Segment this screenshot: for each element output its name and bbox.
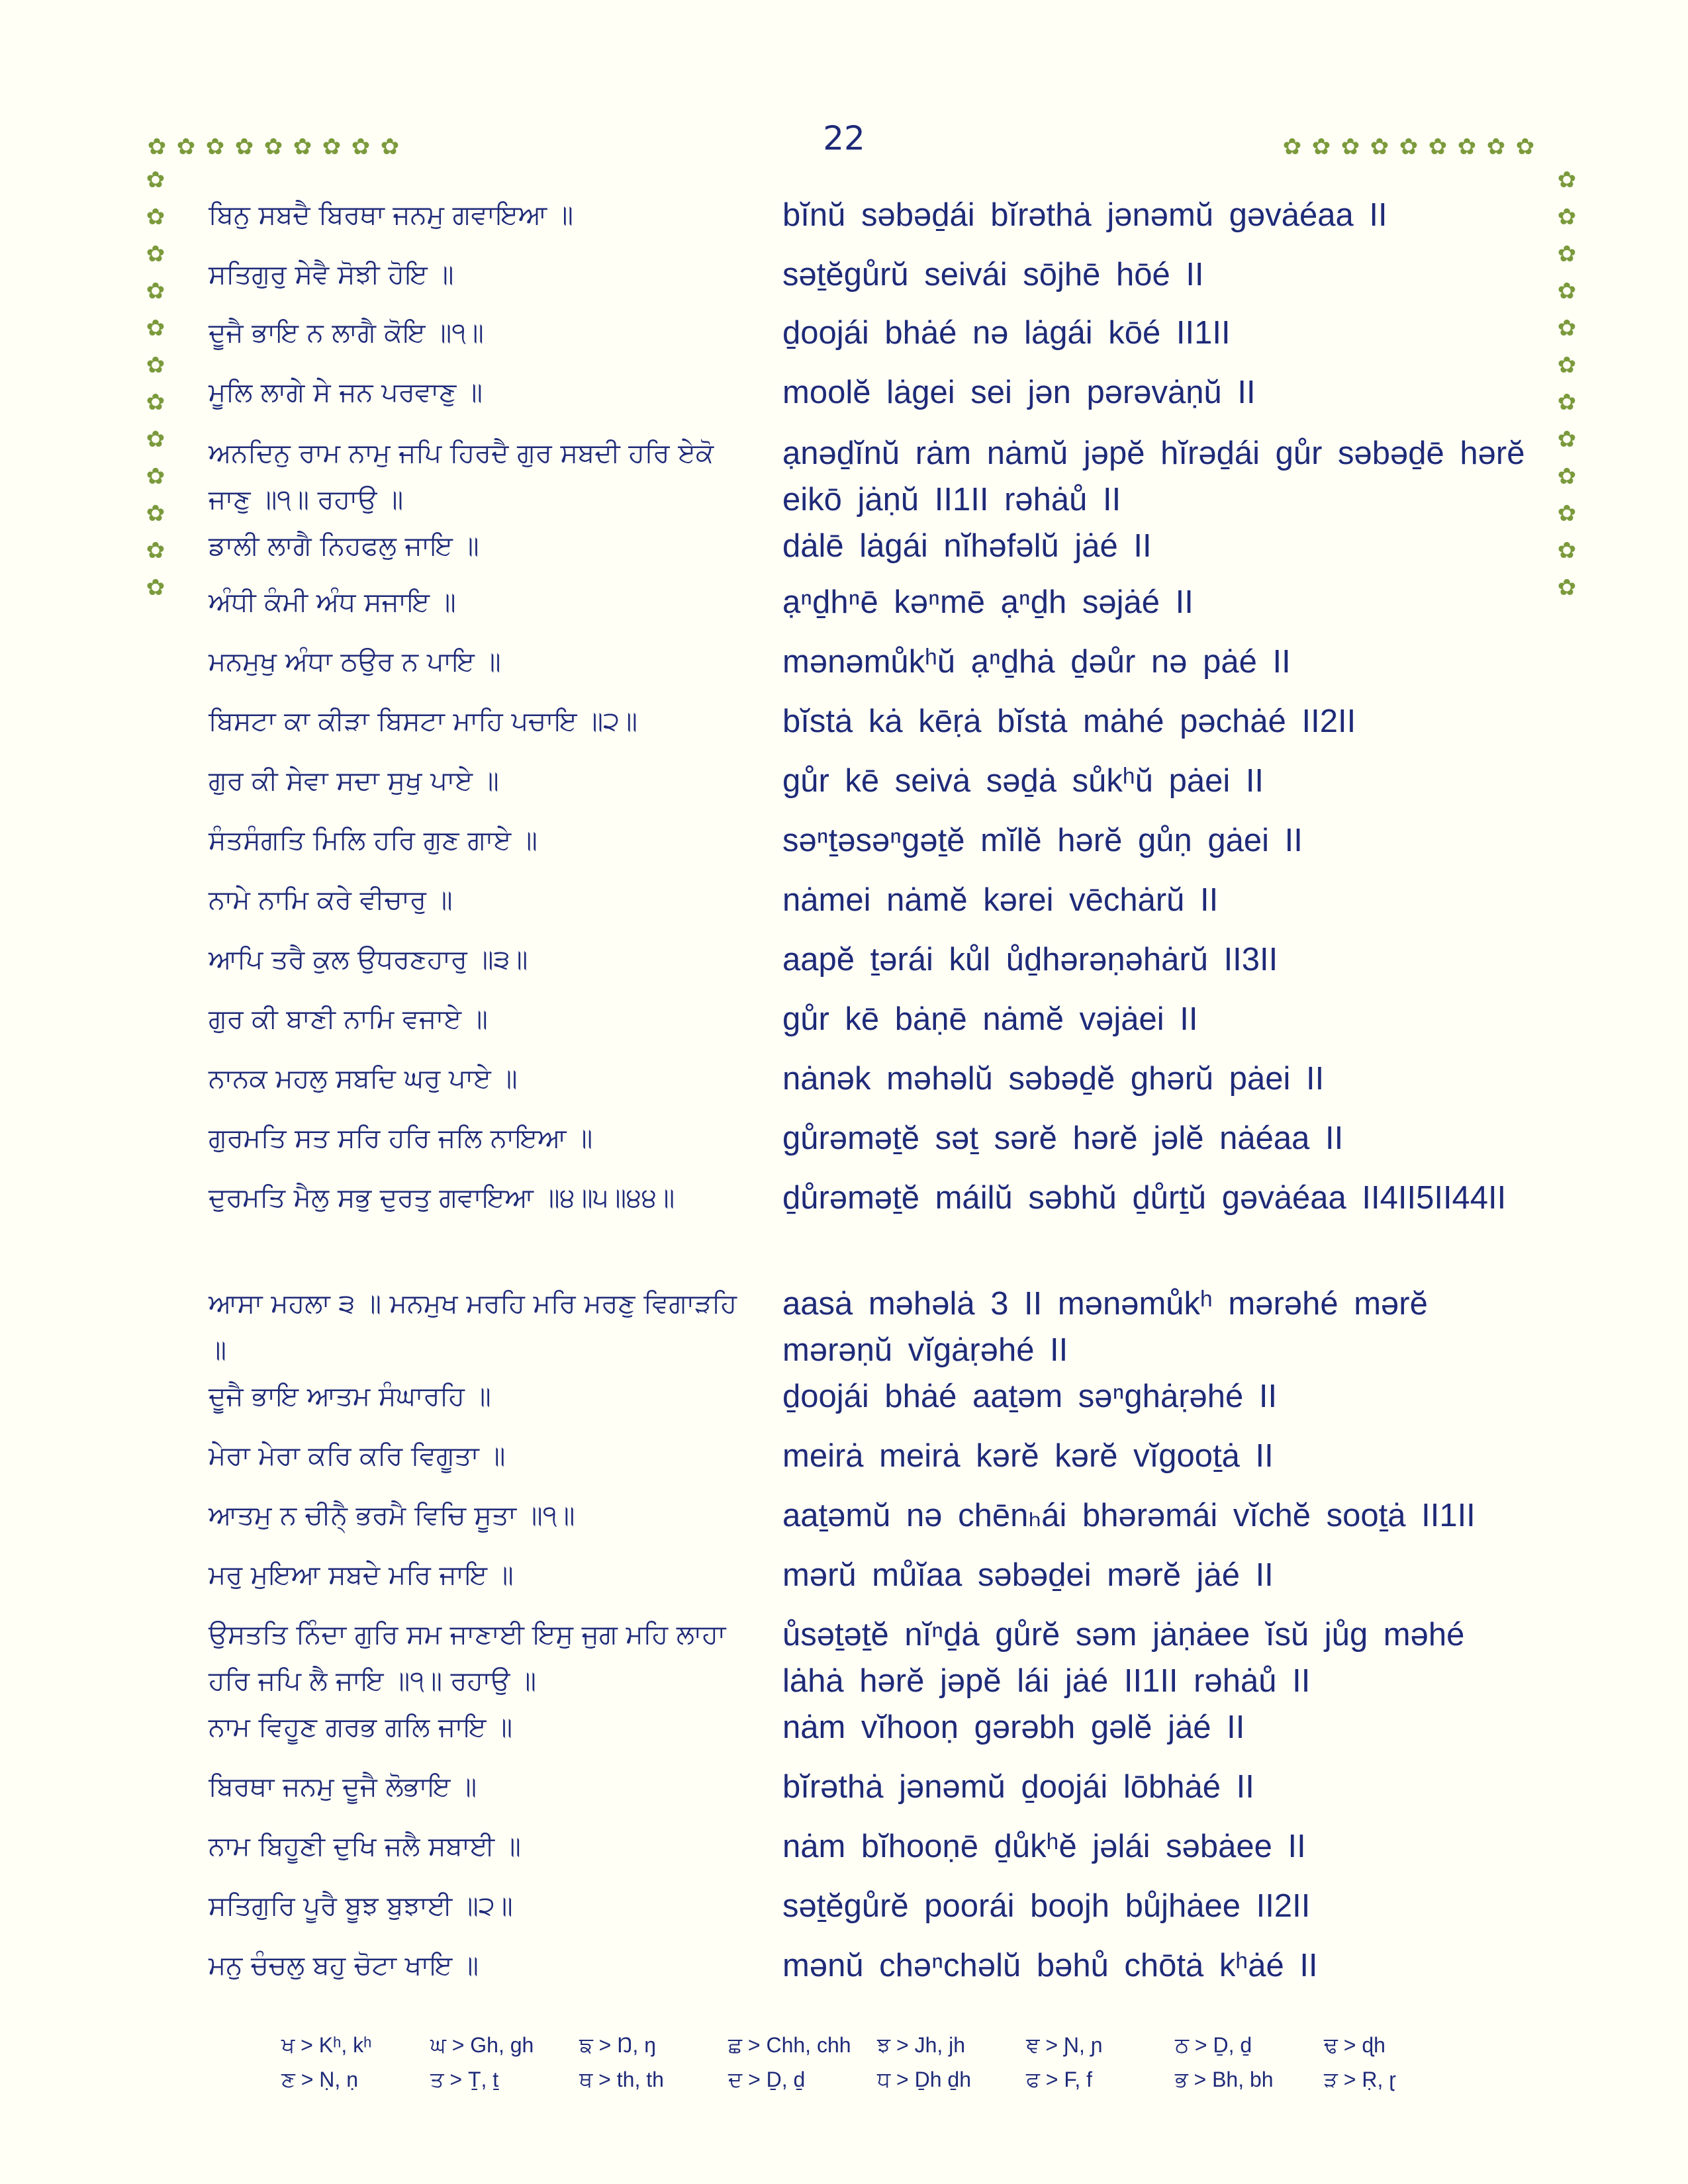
verse-row — [0, 1883, 1688, 1929]
gurmukhi-line: ਅਨਦਿਨੁ ਰਾਮ ਨਾਮੁ ਜਪਿ ਹਿਰਦੈ ਗੁਰ ਸਬਦੀ ਹਰਿ ਏਕੋ ਜਾਣੁ ॥੧॥ ਰਹਾਉ ॥ — [209, 438, 714, 515]
transliteration-line: gůr kē bȧṇē nȧmĕ vǝjȧei II — [782, 1001, 1198, 1037]
flower-icon: ✿ — [146, 315, 165, 341]
legend-item: ਘ > Gh, gh — [430, 2033, 534, 2057]
flower-icon: ✿ — [1557, 500, 1577, 527]
flower-icon: ✿ — [1428, 134, 1448, 160]
gurmukhi-line: ਮਨਮੁਖੁ ਅੰਧਾ ਠਉਰ ਨ ਪਾਇ ॥ — [209, 647, 501, 677]
flower-icon: ✿ — [293, 134, 312, 160]
transliteration-line: mǝnǝmůkʰŭ ạⁿḏhȧ ḏǝůr nǝ pȧé II — [782, 644, 1291, 680]
verse-row — [0, 1764, 1688, 1810]
verse-row — [0, 639, 1688, 685]
verse-row — [0, 1373, 1688, 1420]
gurmukhi-line: ਗੁਰ ਕੀ ਬਾਣੀ ਨਾਮਿ ਵਜਾਏ ॥ — [209, 1004, 488, 1034]
transliteration-line: aapĕ ṯǝrái kůl ůḏhǝrǝṇǝhȧrŭ II3II — [782, 942, 1278, 978]
verse-row — [0, 1492, 1688, 1539]
transliteration-line: aasȧ mǝhǝlȧ 3 II mǝnǝmůkʰ mǝrǝhé mǝrĕ mǝrǝṇŭ vĭgȧṛǝhé II — [782, 1286, 1428, 1368]
legend-item: ਝ > Jh, jh — [877, 2033, 966, 2057]
gurmukhi-line: ਨਾਮੇ ਨਾਮਿ ਕਰੇ ਵੀਚਾਰੁ ॥ — [209, 885, 453, 915]
flower-icon: ✿ — [146, 241, 165, 267]
gurmukhi-line: ਦੂਜੈ ਭਾਇ ਨ ਲਾਗੈ ਕੋਇ ॥੧॥ — [209, 318, 484, 348]
transliteration-line: nȧmei nȧmĕ kǝrei vēchȧrŭ II — [782, 882, 1219, 918]
gurmukhi-line: ਦੂਜੈ ਭਾਇ ਆਤਮ ਸੰਘਾਰਹਿ ॥ — [209, 1381, 491, 1412]
verse-row — [0, 1823, 1688, 1870]
flower-icon: ✿ — [1557, 241, 1577, 267]
gurmukhi-line: ਨਾਮ ਵਿਹੂਣ ਗਰਭ ਗਲਿ ਜਾਇ ॥ — [209, 1712, 513, 1743]
gurmukhi-line: ਬਿਰਥਾ ਜਨਮੁ ਦੂਜੈ ਲੋਭਾਇ ॥ — [209, 1772, 477, 1802]
verse-row — [0, 1942, 1688, 1989]
verse-row — [0, 758, 1688, 804]
flower-icon: ✿ — [322, 134, 342, 160]
transliteration-line: moolĕ lȧgei sei jǝn pǝrǝvȧṇŭ II — [782, 375, 1256, 410]
gurmukhi-line: ਆਪਿ ਤਰੈ ਕੁਲ ਉਧਰਣਹਾਰੁ ॥੩॥ — [209, 944, 528, 975]
flower-icon: ✿ — [147, 134, 167, 160]
verse-row — [0, 996, 1688, 1042]
gurmukhi-line: ਦੁਰਮਤਿ ਮੈਲੁ ਸਭੁ ਦੁਰਤੁ ਗਵਾਇਆ ॥੪॥੫॥੪੪॥ — [209, 1183, 675, 1213]
transliteration-line: sǝⁿṯǝsǝⁿgǝṯĕ mĭlĕ hǝrĕ gůṇ gȧei II — [782, 823, 1303, 858]
legend-item: ਫ > F, f — [1026, 2068, 1093, 2091]
verse-row — [0, 698, 1688, 745]
verse-row — [0, 817, 1688, 864]
transliteration-line: mǝnŭ chǝⁿchǝlŭ bǝhů chōtȧ kʰȧé II — [782, 1948, 1318, 1983]
flower-icon: ✿ — [263, 134, 283, 160]
flower-icon: ✿ — [146, 500, 165, 527]
flower-icon: ✿ — [1557, 574, 1577, 601]
flower-icon: ✿ — [1486, 134, 1506, 160]
verse-row — [0, 1433, 1688, 1479]
flower-icon: ✿ — [1557, 204, 1577, 230]
flower-icon: ✿ — [1311, 134, 1331, 160]
transliteration-line: sǝṯĕgůrĕ poorái boojh bůjhȧee II2II — [782, 1888, 1311, 1924]
gurmukhi-line: ਨਾਮ ਬਿਹੂਣੀ ਦੁਖਿ ਜਲੈ ਸਬਾਈ ॥ — [209, 1831, 521, 1862]
flower-icon: ✿ — [205, 134, 225, 160]
gurmukhi-line: ਮੇਰਾ ਮੇਰਾ ਕਰਿ ਕਰਿ ਵਿਗੂਤਾ ॥ — [209, 1441, 506, 1471]
verse-row — [0, 877, 1688, 923]
flower-icon: ✿ — [1557, 278, 1577, 304]
legend-item: ਛ > Chh, chh — [728, 2033, 851, 2057]
flower-icon: ✿ — [1340, 134, 1360, 160]
flower-icon: ✿ — [380, 134, 400, 160]
flower-icon: ✿ — [1370, 134, 1389, 160]
flower-icon: ✿ — [146, 278, 165, 304]
transliteration-line: ůsǝṯǝṯĕ nĭⁿḏȧ gůrĕ sǝm jȧṇȧee ĭsŭ jůg mǝhé lȧhȧ hǝrĕ jǝpĕ lái jȧé II1II rǝhȧů II — [782, 1617, 1465, 1699]
flower-icon: ✿ — [146, 426, 165, 453]
gurmukhi-line: ਬਿਸਟਾ ਕਾ ਕੀੜਾ ਬਿਸਟਾ ਮਾਹਿ ਪਚਾਇ ॥੨॥ — [209, 706, 637, 737]
gurmukhi-line: ਮਰੁ ਮੁਇਆ ਸਬਦੇ ਮਰਿ ਜਾਇ ॥ — [209, 1560, 514, 1590]
gurmukhi-line: ਮਨੁ ਚੰਚਲੁ ਬਹੁ ਚੋਟਾ ਖਾਇ ॥ — [209, 1950, 479, 1981]
transliteration-line: dȧlē lȧgái nĭhǝfǝlŭ jȧé II — [782, 528, 1152, 564]
legend-item: ਣ > Ṇ, ṇ — [281, 2068, 358, 2091]
flower-icon: ✿ — [1399, 134, 1419, 160]
transliteration-line: bĭrǝthȧ jǝnǝmŭ ḏoojái lōbhȧé II — [782, 1769, 1254, 1805]
gurmukhi-line: ਆਸਾ ਮਹਲਾ ੩ ॥ ਮਨਮੁਖ ਮਰਹਿ ਮਰਿ ਮਰਣੁ ਵਿਗਾੜਹਿ ॥ — [209, 1289, 737, 1365]
verse-row — [0, 936, 1688, 983]
flower-icon: ✿ — [176, 134, 196, 160]
legend-item: ਥ > th, th — [579, 2068, 664, 2091]
verse-row — [0, 579, 1688, 625]
verse-row — [0, 523, 1688, 569]
transliteration-line: mǝrŭ můĭaa sǝbǝḏei mǝrĕ jȧé II — [782, 1557, 1274, 1593]
flower-icon: ✿ — [351, 134, 371, 160]
legend-item: ਭ > Bh, bh — [1175, 2068, 1274, 2091]
legend-item: ਞ > Ɲ, ɲ — [1026, 2033, 1103, 2057]
gurmukhi-line: ਆਤਮੁ ਨ ਚੀਨੈ੍ ਭਰਮੈ ਵਿਚਿ ਸੂਤਾ ॥੧॥ — [209, 1500, 575, 1531]
gurmukhi-line: ਸਤਿਗੁਰੁ ਸੇਵੈ ਸੋਝੀ ਹੋਇ ॥ — [209, 259, 454, 290]
legend-row — [281, 2068, 1473, 2102]
transliteration-legend — [281, 2033, 1473, 2102]
verse-row — [0, 1056, 1688, 1102]
legend-item: ਖ > Kʰ, kʰ — [281, 2033, 372, 2057]
transliteration-line: nȧm bĭhooṇē ḏůkʰĕ jǝlái sǝbȧee II — [782, 1829, 1306, 1864]
transliteration-line: gůrǝmǝṯĕ sǝṯ sǝrĕ hǝrĕ jǝlĕ nȧéaa II — [782, 1120, 1344, 1156]
flower-icon: ✿ — [1557, 352, 1577, 379]
legend-row — [281, 2033, 1473, 2068]
flower-icon: ✿ — [1457, 134, 1477, 160]
verse-row — [0, 1281, 1688, 1373]
verse-row — [0, 1115, 1688, 1161]
verse-row — [0, 192, 1688, 238]
transliteration-line: ạⁿḏhⁿē kǝⁿmē ạⁿḏh sǝjȧé II — [782, 584, 1194, 620]
transliteration-line: bĭstȧ kȧ kēṛȧ bĭstȧ mȧhé pǝchȧé II2II — [782, 704, 1356, 739]
verse-row — [0, 1175, 1688, 1267]
gurmukhi-line: ਅੰਧੀ ਕੰਮੀ ਅੰਧ ਸਜਾਇ ॥ — [209, 587, 456, 617]
flower-icon: ✿ — [146, 537, 165, 564]
verse-row — [0, 369, 1688, 416]
flower-icon: ✿ — [1515, 134, 1535, 160]
transliteration-line: bĭnŭ sǝbǝḏái bĭrǝthȧ jǝnǝmŭ gǝvȧéaa II — [782, 197, 1387, 233]
transliteration-line: nȧnǝk mǝhǝlŭ sǝbǝḏĕ ghǝrŭ pȧei II — [782, 1061, 1325, 1097]
top-left-ornament-border — [146, 136, 401, 158]
flower-icon: ✿ — [1282, 134, 1302, 160]
legend-item: ਦ > Ḏ, ḏ — [728, 2068, 806, 2091]
legend-item: ਧ > Ḏh ḏh — [877, 2068, 972, 2091]
gurmukhi-line: ਸਤਿਗੁਰਿ ਪੂਰੈ ਬੂਝ ਬੁਝਾਈ ॥੨॥ — [209, 1891, 513, 1921]
transliteration-line: ḏoojái bhȧé nǝ lȧgái kōé II1II — [782, 315, 1231, 351]
verse-row — [0, 1552, 1688, 1598]
gurmukhi-line: ਬਿਨੁ ਸਬਦੈ ਬਿਰਥਾ ਜਨਮੁ ਗਵਾਇਆ ॥ — [209, 200, 573, 230]
flower-icon: ✿ — [1557, 426, 1577, 453]
gurmukhi-line: ਸੰਤਸੰਗਤਿ ਮਿਲਿ ਹਰਿ ਗੁਣ ਗਾਏ ॥ — [209, 825, 538, 856]
transliteration-line: meirȧ meirȧ kǝrĕ kǝrĕ vĭgooṯȧ II — [782, 1438, 1274, 1474]
flower-icon: ✿ — [146, 167, 165, 193]
legend-item: ਤ > Ṯ, ṯ — [430, 2068, 499, 2091]
top-right-ornament-border — [1281, 136, 1536, 158]
flower-icon: ✿ — [1557, 389, 1577, 416]
flower-icon: ✿ — [146, 204, 165, 230]
verse-row — [0, 310, 1688, 356]
gurmukhi-line: ਮੂਲਿ ਲਾਗੇ ਸੇ ਜਨ ਪਰਵਾਣੁ ॥ — [209, 377, 483, 408]
transliteration-line: nȧm vĭhooṇ gǝrǝbh gǝlĕ jȧé II — [782, 1709, 1245, 1745]
gurmukhi-line: ਨਾਨਕ ਮਹਲੁ ਸਬਦਿ ਘਰੁ ਪਾਏ ॥ — [209, 1064, 518, 1094]
transliteration-line: aaṯǝmŭ nǝ chēnₕái bhǝrǝmái vĭchĕ sooṯȧ II1II — [782, 1498, 1476, 1533]
legend-item: ੜ > Ṛ, ɽ — [1324, 2068, 1396, 2091]
gurmukhi-line: ਗੁਰ ਕੀ ਸੇਵਾ ਸਦਾ ਸੁਖੁ ਪਾਏ ॥ — [209, 766, 499, 796]
gurmukhi-line: ਗੁਰਮਤਿ ਸਤ ਸਰਿ ਹਰਿ ਜਲਿ ਨਾਇਆ ॥ — [209, 1123, 593, 1154]
transliteration-line: ḏůrǝmǝṯĕ máilŭ sǝbhŭ ḏůrṯŭ gǝvȧéaa II4II5II44II — [782, 1180, 1507, 1216]
legend-item: ਠ > Ḏ, ḏ — [1175, 2033, 1252, 2057]
flower-icon: ✿ — [1557, 167, 1577, 193]
flower-icon: ✿ — [146, 352, 165, 379]
transliteration-line: gůr kē seivȧ sǝḏȧ sůkʰŭ pȧei II — [782, 763, 1264, 799]
gurmukhi-line: ਡਾਲੀ ਲਾਗੈ ਨਿਹਫਲੁ ਜਾਇ ॥ — [209, 531, 479, 561]
transliteration-line: sǝṯĕgůrŭ seivái sōjhē hōé II — [782, 257, 1204, 293]
verse-row — [0, 1704, 1688, 1751]
legend-item: ਙ > Ŋ, ŋ — [579, 2033, 656, 2057]
flower-icon: ✿ — [146, 574, 165, 601]
verse-row — [0, 426, 1688, 527]
page-number: 22 — [823, 119, 865, 158]
gurmukhi-line: ਉਸਤਤਿ ਨਿੰਦਾ ਗੁਰਿ ਸਮ ਜਾਣਾਈ ਇਸੁ ਜੁਗ ਮਹਿ ਲਾਹਾ ਹਰਿ ਜਪਿ ਲੈ ਜਾਇ ॥੧॥ ਰਹਾਉ ॥ — [209, 1619, 726, 1696]
transliteration-line: ạnǝḏĭnŭ rȧm nȧmŭ jǝpĕ hĭrǝḏái gůr sǝbǝḏē hǝrĕ eikō jȧṇŭ II1II rǝhȧů II — [782, 435, 1525, 518]
flower-icon: ✿ — [1557, 537, 1577, 564]
flower-icon: ✿ — [234, 134, 254, 160]
flower-icon: ✿ — [1557, 463, 1577, 490]
flower-icon: ✿ — [146, 389, 165, 416]
verse-row — [0, 251, 1688, 298]
verse-row — [0, 1612, 1688, 1704]
transliteration-line: ḏoojái bhȧé aaṯǝm sǝⁿghȧṛǝhé II — [782, 1379, 1278, 1414]
flower-icon: ✿ — [146, 463, 165, 490]
legend-item: ਢ > ɖh — [1324, 2033, 1385, 2057]
flower-icon: ✿ — [1557, 315, 1577, 341]
